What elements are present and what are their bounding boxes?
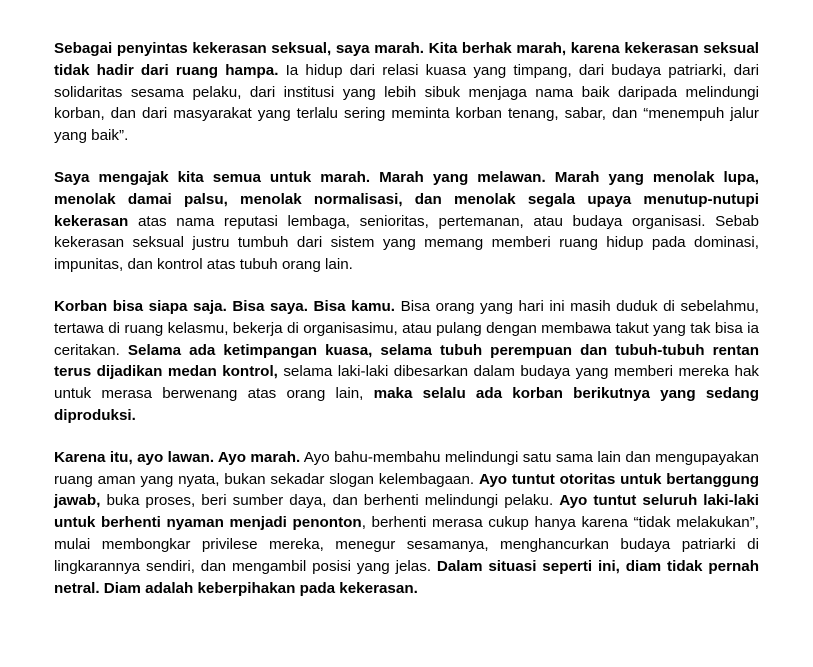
- paragraph-4-segment-4: buka proses, beri sumber daya, dan berhenti melindungi pelaku.: [100, 492, 560, 510]
- paragraph-1: [54, 38, 759, 147]
- paragraph-1-segment-1: Sebagai penyintas kekerasan seksual, saya marah. Kita berhak marah, karena kekerasan seksual tidak hadir dari ruang hampa.: [54, 40, 759, 79]
- paragraph-4-segment-2: Ayo bahu-membahu melindungi satu sama lain dan mengupayakan ruang aman yang nyata, bukan sekadar slogan kelembagaan.: [54, 448, 759, 488]
- paragraph-3-segment-3: Selama ada ketimpangan kuasa, selama tubuh perempuan dan tubuh-tubuh rentan terus dijadikan medan kontrol,: [54, 341, 759, 381]
- paragraph-2: [54, 167, 759, 276]
- document-body: [54, 38, 759, 599]
- paragraph-3-segment-2: Bisa orang yang hari ini masih duduk di sebelahmu, tertawa di ruang kelasmu, bekerja di organisasimu, atau pulang dengan membawa takut yang tak bisa ia ceritakan.: [54, 297, 759, 359]
- paragraph-3-segment-1: Korban bisa siapa saja. Bisa saya. Bisa kamu.: [54, 297, 396, 315]
- paragraph-2-segment-1: Saya mengajak kita semua untuk marah. Marah yang melawan. Marah yang menolak lupa, menolak damai palsu, menolak normalisasi, dan menolak segala upaya menutup-nutupi kekerasan: [54, 168, 759, 230]
- paragraph-4-segment-3: Ayo tuntut otoritas untuk bertanggung jawab,: [54, 470, 760, 510]
- paragraph-3-segment-4: selama laki-laki dibesarkan dalam budaya yang memberi mereka hak untuk merasa berwenang atas orang lain,: [54, 363, 760, 403]
- paragraph-4: [54, 447, 759, 600]
- paragraph-3-segment-5: maka selalu ada korban berikutnya yang sedang diproduksi.: [54, 385, 759, 424]
- paragraph-2-segment-2: atas nama reputasi lembaga, senioritas, pertemanan, atau budaya organisasi. Sebab kekerasan seksual justru tumbuh dari sistem yang memang memberi ruang hidup pada dominasi, impunitas, dan kontrol atas tubuh orang lain.: [54, 212, 759, 274]
- paragraph-4-segment-1: Karena itu, ayo lawan. Ayo marah.: [54, 448, 301, 466]
- paragraph-4-segment-7: Dalam situasi seperti ini, diam tidak pernah netral. Diam adalah keberpihakan pada kekerasan.: [54, 557, 759, 597]
- paragraph-1-segment-2: Ia hidup dari relasi kuasa yang timpang, dari budaya patriarki, dari solidaritas sesama pelaku, dari institusi yang lebih sibuk menjaga nama baik daripada melindungi korban, dan dari masyarakat yang terlalu sering meminta korban tenang, sabar, dan “menempuh jalur yang baik”.: [54, 61, 759, 145]
- paragraph-4-segment-5: Ayo tuntut seluruh laki-laki untuk berhenti nyaman menjadi penonton: [54, 492, 759, 532]
- paragraph-3: [54, 296, 759, 427]
- paragraph-4-segment-6: , berhenti merasa cukup hanya karena “tidak melakukan”, mulai membongkar privilese mereka, menegur sesamanya, menghancurkan budaya patriarki di lingkarannya sendiri, dan mengambil posisi yang jelas.: [54, 514, 759, 575]
